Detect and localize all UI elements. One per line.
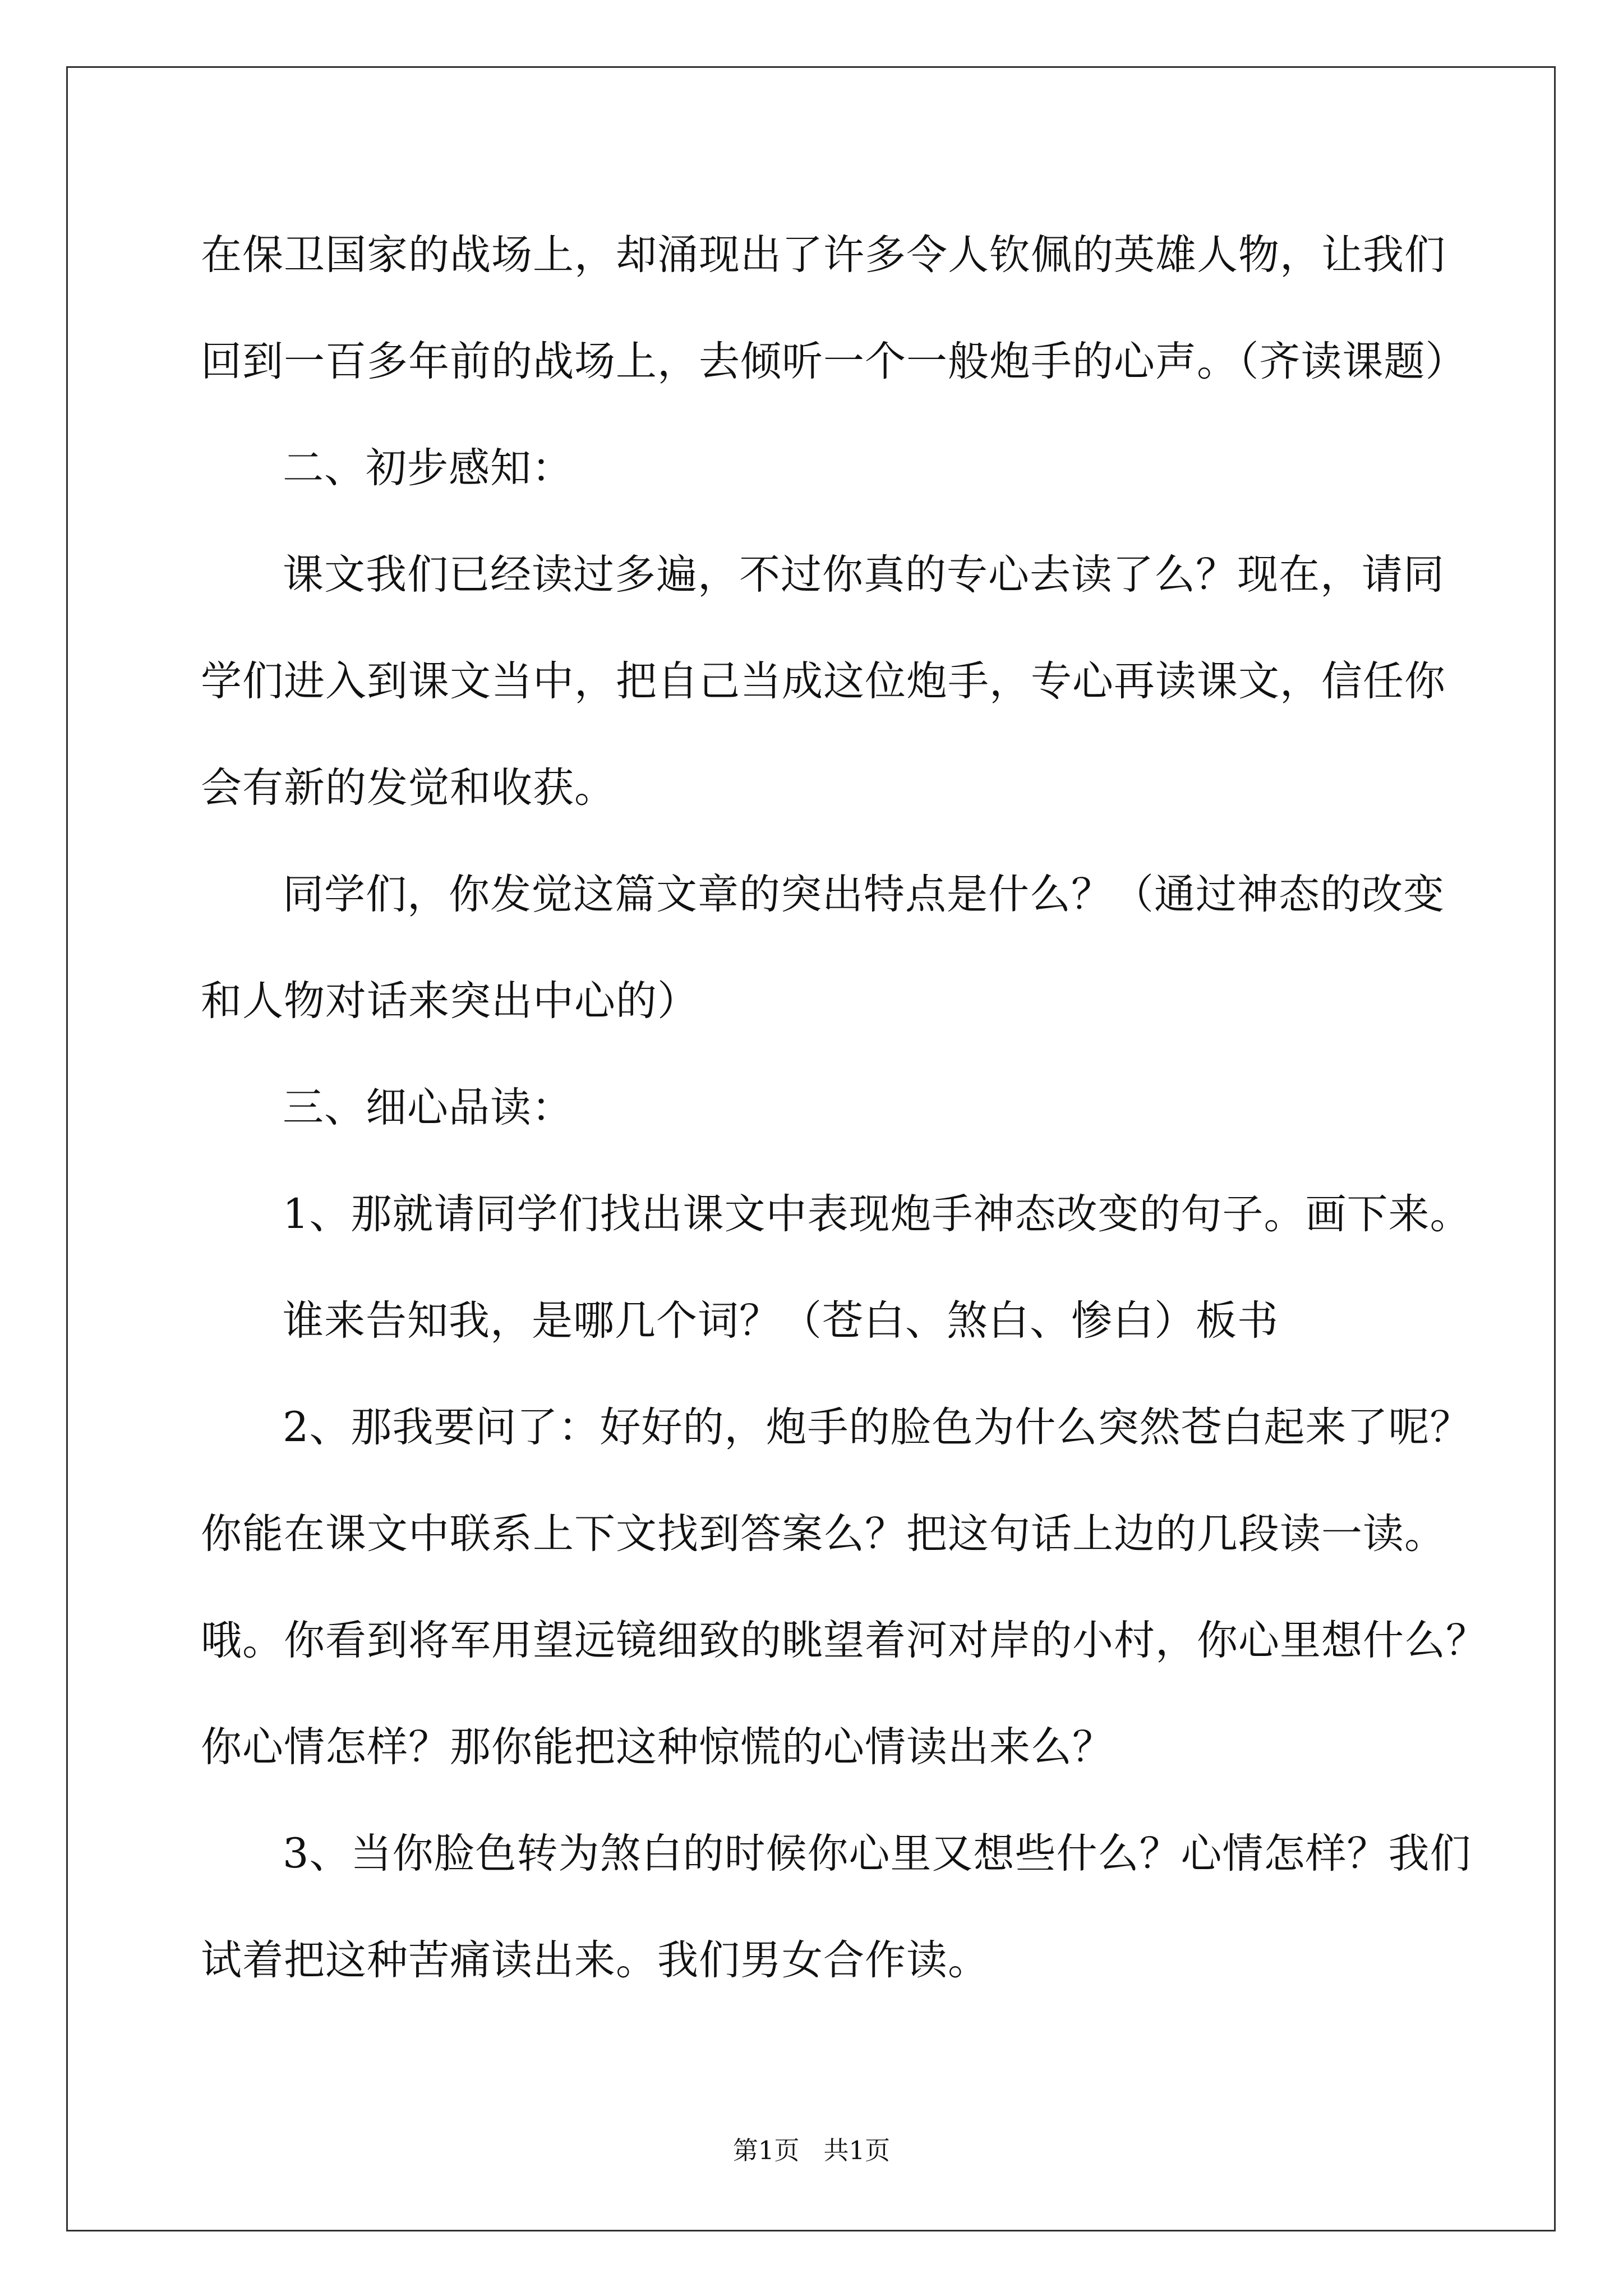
- text-line: 会有新的发觉和收获。: [201, 764, 616, 812]
- document-body: [201, 202, 1487, 2014]
- text-line: 你心情怎样？那你能把这种惊慌的心情读出来么？: [201, 1723, 1114, 1771]
- page-number-footer: 第1页 共1页: [732, 2136, 891, 2165]
- text-line: 回到一百多年前的战场上，去倾听一个一般炮手的心声。（齐读课题）: [201, 338, 1467, 385]
- text-line: 你能在课文中联系上下文找到答案么？把这句话上边的几段读一读。: [201, 1510, 1446, 1558]
- section-heading: 三、细心品读：: [283, 1084, 573, 1131]
- section-heading: 二、初步感知：: [283, 444, 573, 492]
- text-line: 学们进入到课文当中，把自己当成这位炮手，专心再读课文，信任你: [201, 657, 1446, 705]
- text-line: 课文我们已经读过多遍，不过你真的专心去读了么？现在，请同: [283, 551, 1445, 599]
- text-line: 谁来告知我，是哪几个词？（苍白、煞白、惨白）板书: [283, 1297, 1279, 1345]
- text-line: 试着把这种苦痛读出来。我们男女合作读。: [201, 1936, 989, 1984]
- text-line: 1、那就请同学们找出课文中表现炮手神态改变的句子。画下来。: [283, 1190, 1472, 1238]
- text-line: 在保卫国家的战场上，却涌现出了许多令人钦佩的英雄人物，让我们: [201, 231, 1446, 279]
- text-line: 2、那我要问了：好好的，炮手的脸色为什么突然苍白起来了呢？: [283, 1404, 1472, 1451]
- text-line: 和人物对话来突出中心的）: [201, 977, 699, 1025]
- text-line: 同学们，你发觉这篇文章的突出特点是什么？（通过神态的改变: [283, 871, 1445, 918]
- text-line: 哦。你看到将军用望远镜细致的眺望着河对岸的小村，你心里想什么？: [201, 1617, 1487, 1664]
- text-line: 3、当你脸色转为煞白的时候你心里又想些什么？心情怎样？我们: [283, 1830, 1472, 1878]
